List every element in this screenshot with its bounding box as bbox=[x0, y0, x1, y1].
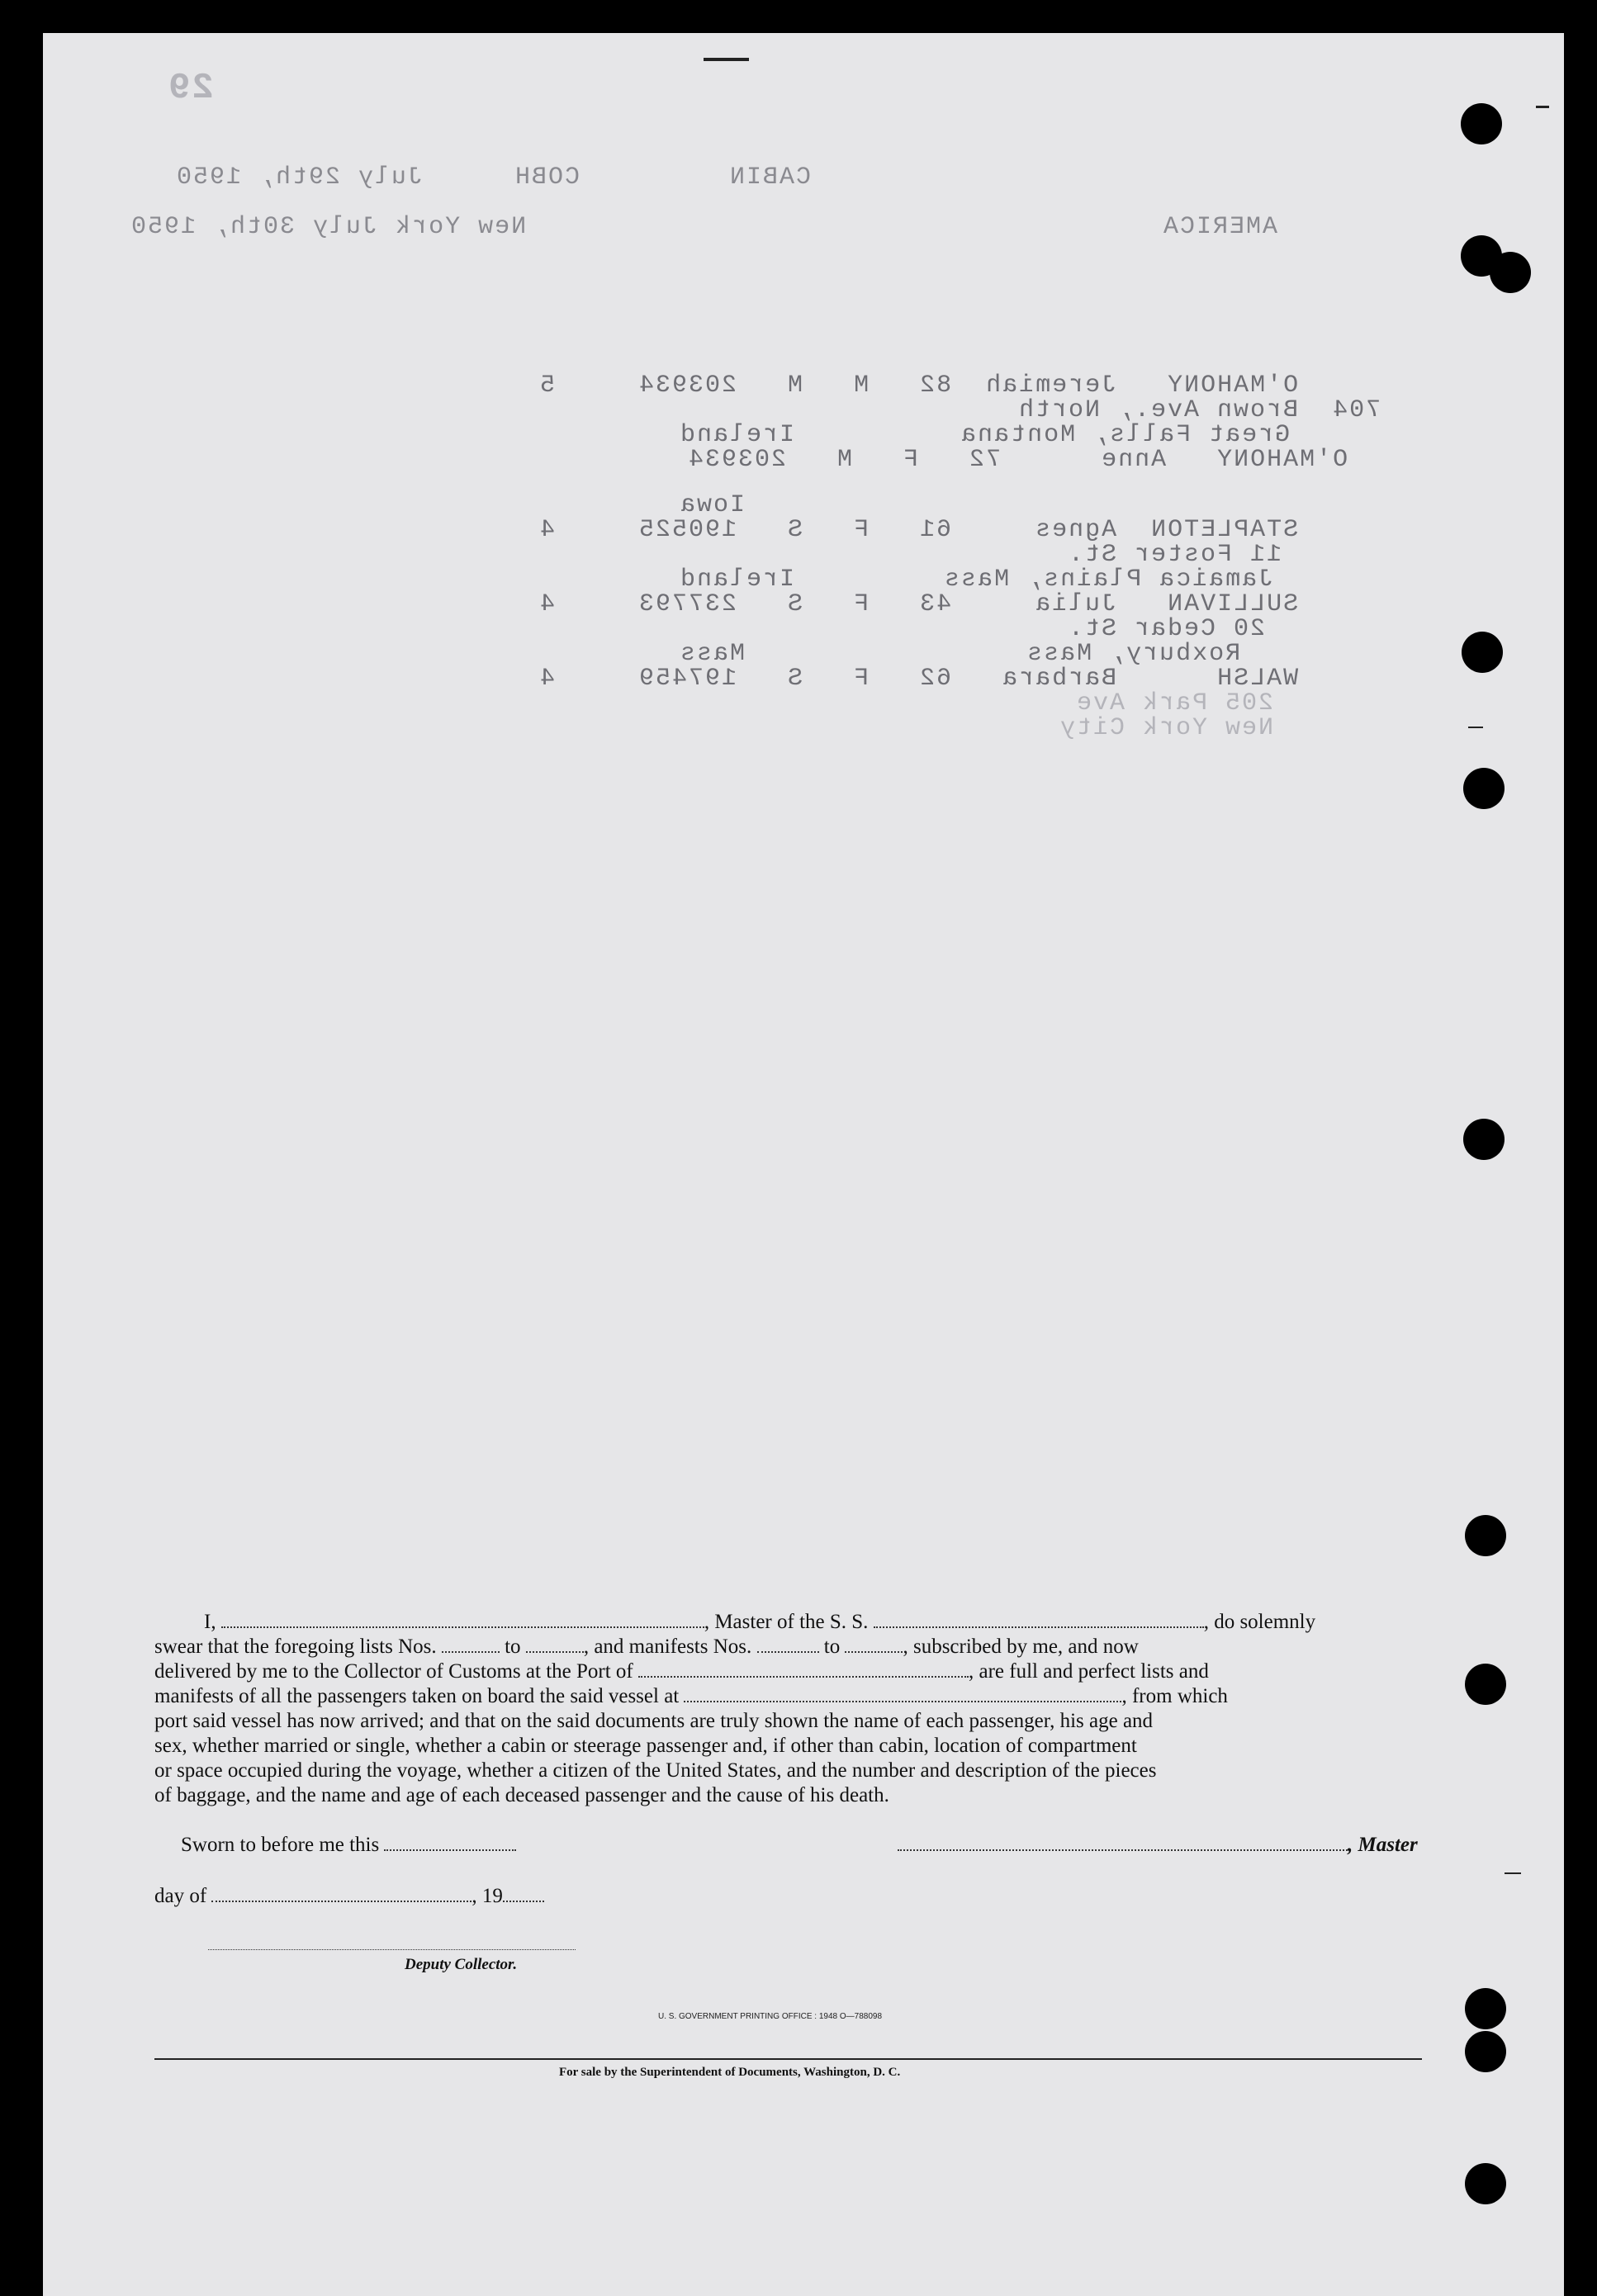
bleed-row: WALSH Barbara 62 F S 197459 4 bbox=[538, 665, 1299, 693]
punch-hole bbox=[1490, 252, 1531, 293]
bleed-row: Roxbury, Mass Mass bbox=[679, 640, 1241, 668]
oath-i: I, bbox=[204, 1611, 216, 1633]
departure-port-field[interactable] bbox=[684, 1686, 1121, 1702]
edge-mark bbox=[704, 58, 749, 61]
oath-line-6: sex, whether married or single, whether a cabin or steerage passenger and, if other than cabin, location of compartment bbox=[154, 1735, 1137, 1757]
edge-mark bbox=[1505, 1872, 1521, 1874]
punch-hole bbox=[1463, 768, 1505, 809]
bleed-row: O'MAHONY Anne 72 F M 203934 bbox=[687, 446, 1348, 474]
footer-rule bbox=[154, 2058, 1422, 2060]
bleed-row: Iowa bbox=[679, 491, 1307, 519]
master-signature-line bbox=[898, 1833, 1418, 1858]
deputy-collector-label: Deputy Collector. bbox=[405, 1956, 518, 1973]
oath-line-1 bbox=[204, 1610, 1315, 1635]
bleed-sub-left: AMERICA bbox=[1162, 213, 1278, 241]
punch-hole bbox=[1461, 103, 1502, 144]
bleed-row: 11 Foster St. bbox=[1067, 541, 1282, 569]
edge-mark bbox=[1536, 106, 1549, 108]
manifests-to-field[interactable] bbox=[845, 1636, 903, 1653]
deputy-signature-rule bbox=[208, 1948, 576, 1950]
punch-hole bbox=[1462, 632, 1503, 673]
bleed-row: New York City bbox=[1059, 714, 1274, 742]
for-sale-notice: For sale by the Superintendent of Documents, Washington, D. C. bbox=[559, 2066, 901, 2079]
bleed-row: Great Falls, Montana Ireland bbox=[679, 421, 1291, 449]
year-field[interactable] bbox=[503, 1886, 544, 1902]
bleed-header-date: July 29th, 1950 bbox=[175, 163, 424, 192]
oath-master-of: , Master of the S. S. bbox=[704, 1611, 869, 1633]
punch-hole bbox=[1465, 1515, 1506, 1556]
port-field[interactable] bbox=[638, 1661, 969, 1678]
bleed-row: Jamaica Plains, Mass Ireland bbox=[679, 566, 1274, 594]
oath-line-3 bbox=[154, 1659, 1209, 1684]
manifests-from-field[interactable] bbox=[757, 1636, 819, 1653]
document-page bbox=[43, 33, 1564, 2296]
oath-port-label: delivered by me to the Collector of Customs at the Port of bbox=[154, 1660, 633, 1683]
punch-hole bbox=[1465, 2031, 1506, 2072]
edge-mark bbox=[1468, 727, 1483, 728]
sworn-line bbox=[181, 1833, 516, 1858]
sworn-day-field[interactable] bbox=[384, 1834, 516, 1851]
punch-hole bbox=[1465, 2163, 1506, 2204]
oath-line-2 bbox=[154, 1635, 1139, 1659]
bleed-page-number: 29 bbox=[167, 68, 214, 109]
oath-vessel-label: manifests of all the passengers taken on board the said vessel at bbox=[154, 1685, 680, 1707]
oath-line-8: of baggage, and the name and age of each deceased passenger and the cause of his death. bbox=[154, 1784, 889, 1806]
ship-name-field[interactable] bbox=[874, 1612, 1204, 1628]
punch-hole bbox=[1465, 1664, 1506, 1705]
bleed-row: 704 Brown Ave., North bbox=[1017, 396, 1381, 424]
oath-full-lists-label: , are full and perfect lists and bbox=[969, 1660, 1209, 1683]
oath-line-5: port said vessel has now arrived; and that on the said documents are truly shown the name of each passenger, his age and bbox=[154, 1710, 1154, 1732]
lists-to-field[interactable] bbox=[526, 1636, 584, 1653]
printing-office-imprint: U. S. GOVERNMENT PRINTING OFFICE : 1948 O—788098 bbox=[658, 2012, 883, 2021]
bleed-row: SULLIVAN Julia 43 F S 237793 4 bbox=[538, 590, 1299, 618]
oath-from-which-label: , from which bbox=[1121, 1685, 1228, 1707]
master-name-field[interactable] bbox=[221, 1612, 704, 1628]
bleed-row: 205 Park Ave bbox=[1075, 689, 1274, 717]
month-field[interactable] bbox=[211, 1886, 472, 1902]
oath-end: , do solemnly bbox=[1203, 1611, 1316, 1633]
bleed-header-mid: COBH bbox=[514, 163, 581, 192]
bleed-header-left: CABIN bbox=[728, 163, 812, 192]
bleed-sub-right: New York July 30th, 1950 bbox=[130, 213, 527, 241]
punch-hole bbox=[1463, 1119, 1505, 1160]
master-label: , Master bbox=[1348, 1834, 1418, 1856]
oath-line-4 bbox=[154, 1684, 1228, 1709]
master-signature-field[interactable] bbox=[898, 1834, 1348, 1851]
lists-from-field[interactable] bbox=[442, 1636, 500, 1653]
day-of-label: day of bbox=[154, 1885, 207, 1907]
oath-manifests-label: , and manifests Nos. bbox=[583, 1636, 752, 1658]
oath-lists-label: swear that the foregoing lists Nos. bbox=[154, 1636, 437, 1658]
day-of-line bbox=[154, 1884, 544, 1909]
punch-hole bbox=[1465, 1988, 1506, 2029]
oath-to-label: to bbox=[505, 1636, 521, 1658]
bleed-row: O'MAHONY Jeremiah 82 M M 203934 5 bbox=[538, 372, 1299, 400]
bleed-row: 20 Cedar St. bbox=[1067, 615, 1266, 643]
oath-to2-label: to bbox=[823, 1636, 841, 1658]
year-label: , 19 bbox=[472, 1885, 503, 1907]
oath-line-7: or space occupied during the voyage, whether a citizen of the United States, and the number and description of the pieces bbox=[154, 1759, 1157, 1782]
oath-subscribed-label: , subscribed by me, and now bbox=[903, 1636, 1139, 1658]
sworn-label: Sworn to before me this bbox=[181, 1834, 380, 1856]
bleed-row: STAPLETON Agnes 61 F S 190525 4 bbox=[538, 516, 1299, 544]
